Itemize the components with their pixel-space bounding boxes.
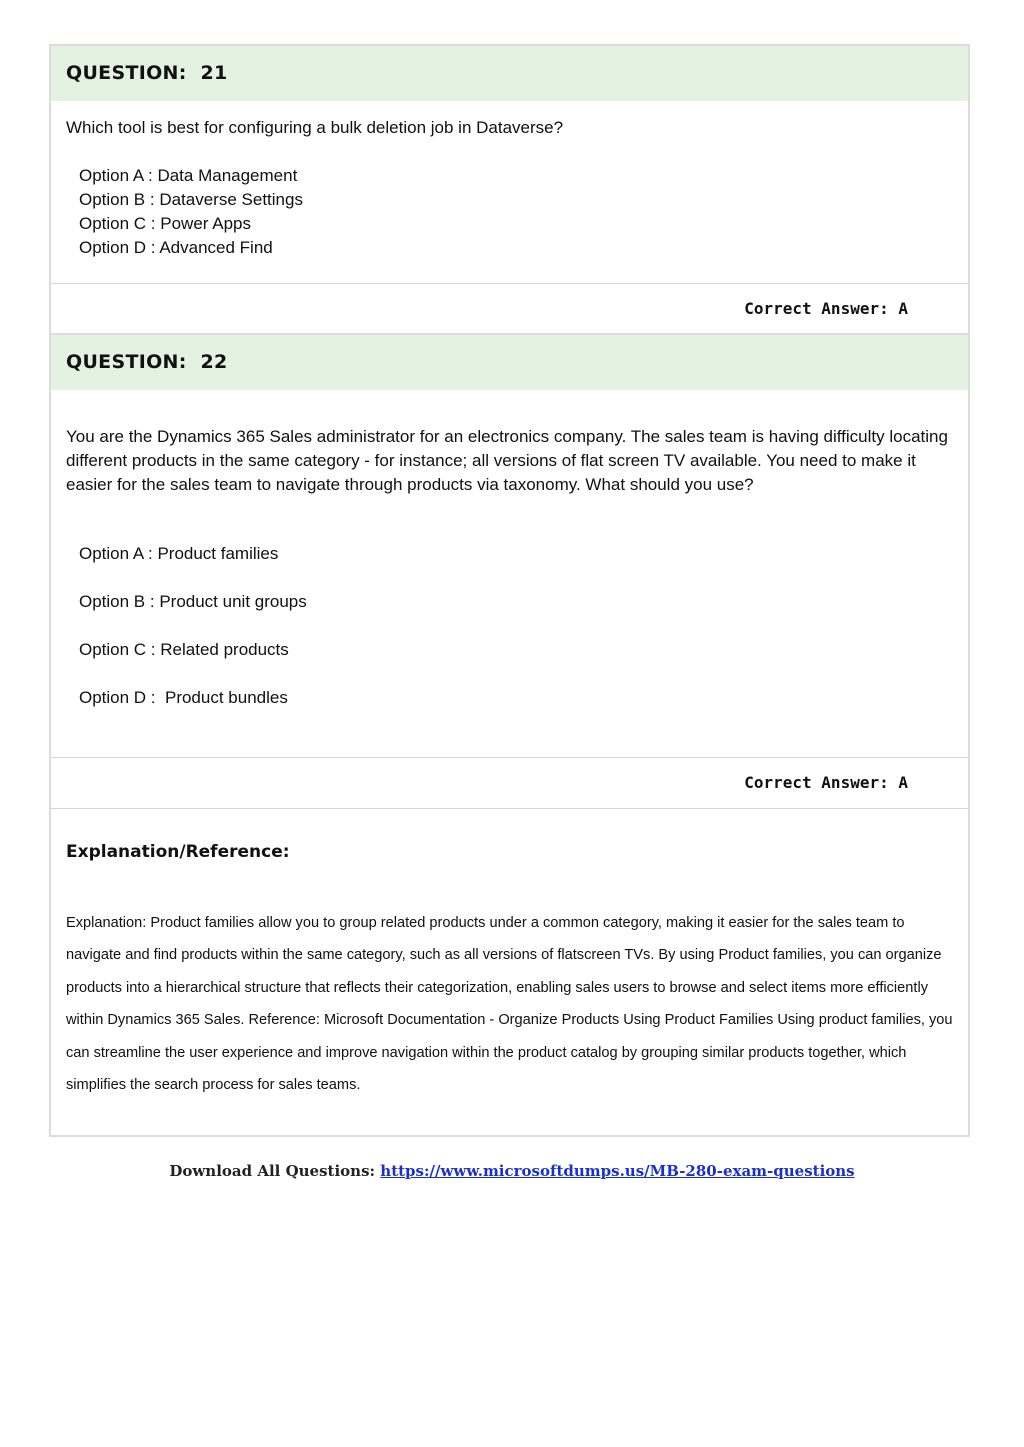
question-21-option-b: Option B : Dataverse Settings [79,190,303,209]
explanation-text: Explanation: Product families allow you to group related products under a common category, making it easier for the sales team to navigate and find products within the same category, such as all versions of flatscreen TVs. By using Product families, you can organize products into a hierarchical structure that reflects their categorization, enabling sales users to browse and select items more efficiently within Dynamics 365 Sales. Reference: Microsoft Documentation - Organize Products Using Product Families Using product families, you can streamline the user experience and improve navigation within the product catalog by grouping similar products together, which simplifies the search process for sales teams. [66,915,953,1094]
question-22-option-c: Option C : Related products [79,640,289,659]
question-21-correct-answer: Correct Answer: A [744,299,908,318]
question-22-header [51,335,968,390]
question-22-title: QUESTION: 22 [66,351,228,373]
question-22-text: You are the Dynamics 365 Sales administrator for an electronics company. The sales team is having difficulty locating different products in the same category - for instance; all versions of flat screen TV available. You need to make it easier for the sales team to navigate through products via taxonomy. What should you use? [66,427,948,494]
divider [51,808,968,809]
divider [51,283,968,284]
question-21-header [51,46,968,101]
explanation-heading: Explanation/Reference: [66,842,290,862]
question-22-option-b: Option B : Product unit groups [79,592,307,611]
download-label: Download All Questions: [169,1162,381,1180]
divider [51,757,968,758]
question-21-title: QUESTION: 21 [66,62,228,84]
question-22-option-a: Option A : Product families [79,544,279,563]
question-22-option-d: Option D : Product bundles [79,688,288,707]
question-22-correct-answer: Correct Answer: A [744,773,908,792]
question-21-option-c: Option C : Power Apps [79,214,251,233]
download-footer [0,1162,1024,1180]
question-21-option-a: Option A : Data Management [79,166,298,185]
download-link[interactable]: https://www.microsoftdumps.us/MB-280-exam-questions [380,1162,855,1180]
question-21-text: Which tool is best for configuring a bulk deletion job in Dataverse? [66,118,564,137]
question-panel [49,44,970,1137]
question-21-option-d: Option D : Advanced Find [79,238,273,257]
